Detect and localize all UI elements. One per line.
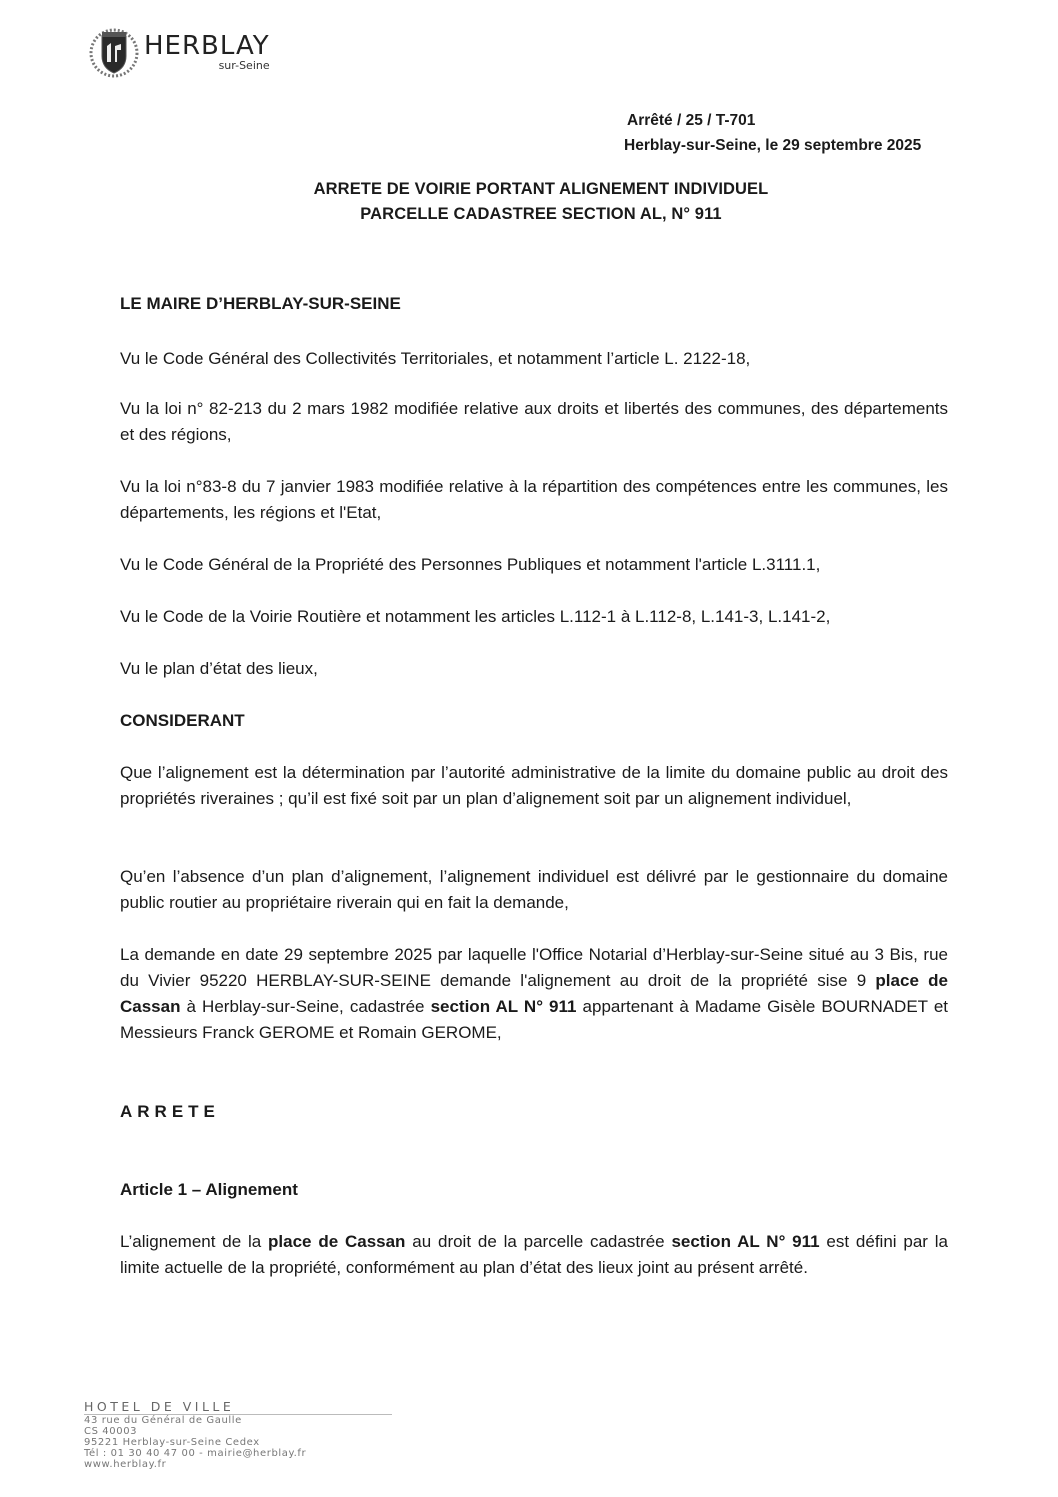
footer-website: www.herblay.fr <box>84 1459 167 1470</box>
place-date: Herblay-sur-Seine, le 29 septembre 2025 <box>624 137 922 154</box>
considerant-request <box>120 942 948 1046</box>
article-text-3: est défini par la limite actuelle de la propriété, conformément au plan d’état des lieux joint au présent arrêté. <box>120 1232 948 1277</box>
request-text-2: à Herblay-sur-Seine, cadastrée <box>180 997 431 1016</box>
vu-3: Vu la loi n°83-8 du 7 janvier 1983 modifiée relative à la répartition des compétences entre les communes, les départements, les régions et l'Etat, <box>120 477 948 522</box>
title-line-2: PARCELLE CADASTREE SECTION AL, N° 911 <box>360 205 722 223</box>
coat-of-arms-icon <box>88 26 140 78</box>
footer-address <box>84 1400 392 1470</box>
request-place: place de Cassan <box>120 971 948 1016</box>
reference-block <box>624 108 921 158</box>
arrete-heading: ARRETE <box>120 1102 220 1121</box>
footer-address-3: 95221 Herblay-sur-Seine Cedex <box>84 1437 260 1448</box>
vu-2: Vu la loi n° 82-213 du 2 mars 1982 modifiée relative aux droits et libertés des communes, des départements et des régions, <box>120 399 948 444</box>
footer-contact: Tél : 01 30 40 47 00 - mairie@herblay.fr <box>84 1448 307 1459</box>
article-place: place de Cassan <box>268 1232 406 1251</box>
article-1-heading: Article 1 – Alignement <box>120 1180 298 1199</box>
considerant-heading: CONSIDERANT <box>120 711 245 730</box>
document-title <box>0 177 1058 227</box>
logo-text <box>144 30 270 72</box>
logo-name: HERBLAY <box>144 30 270 61</box>
logo-subtitle: sur-Seine <box>218 58 270 72</box>
vu-6: Vu le plan d’état des lieux, <box>120 659 318 678</box>
decree-number: Arrêté / 25 / T-701 <box>627 112 756 129</box>
authority-heading: LE MAIRE D’HERBLAY-SUR-SEINE <box>120 294 401 313</box>
footer-title: HOTEL DE VILLE <box>84 1400 392 1415</box>
article-text-1: L’alignement de la <box>120 1232 269 1251</box>
footer-address-1: 43 rue du Général de Gaulle <box>84 1415 242 1426</box>
request-parcel: section AL N° 911 <box>430 997 577 1016</box>
article-parcel: section AL N° 911 <box>671 1232 820 1251</box>
footer-address-2: CS 40003 <box>84 1426 138 1437</box>
herblay-logo <box>88 26 270 78</box>
title-line-1: ARRETE DE VOIRIE PORTANT ALIGNEMENT INDIVIDUEL <box>313 180 769 198</box>
request-text-3: appartenant à Madame Gisèle BOURNADET et Messieurs Franck GEROME et Romain GEROME, <box>120 997 948 1042</box>
article-1-text <box>120 1229 948 1281</box>
vu-4: Vu le Code Général de la Propriété des Personnes Publiques et notamment l'article L.3111.1, <box>120 555 821 574</box>
article-text-2: au droit de la parcelle cadastrée <box>405 1232 672 1251</box>
vu-5: Vu le Code de la Voirie Routière et notamment les articles L.112-1 à L.112-8, L.141-3, L.141-2, <box>120 607 831 626</box>
considerant-1: Que l’alignement est la détermination par l’autorité administrative de la limite du domaine public au droit des propriétés riveraines ; qu’il est fixé soit par un plan d’alignement soit par un alignement individuel, <box>120 763 948 808</box>
vu-1: Vu le Code Général des Collectivités Territoriales, et notamment l’article L. 2122-18, <box>120 349 751 368</box>
considerant-2: Qu’en l’absence d’un plan d’alignement, l’alignement individuel est délivré par le gestionnaire du domaine public routier au propriétaire riverain qui en fait la demande, <box>120 867 948 912</box>
request-text-1: La demande en date 29 septembre 2025 par laquelle l'Office Notarial d’Herblay-sur-Seine situé au 3 Bis, rue du Vivier 95220 HERBLAY-SUR-SEINE demande l'alignement au droit de la propriété sise 9 <box>120 945 948 990</box>
